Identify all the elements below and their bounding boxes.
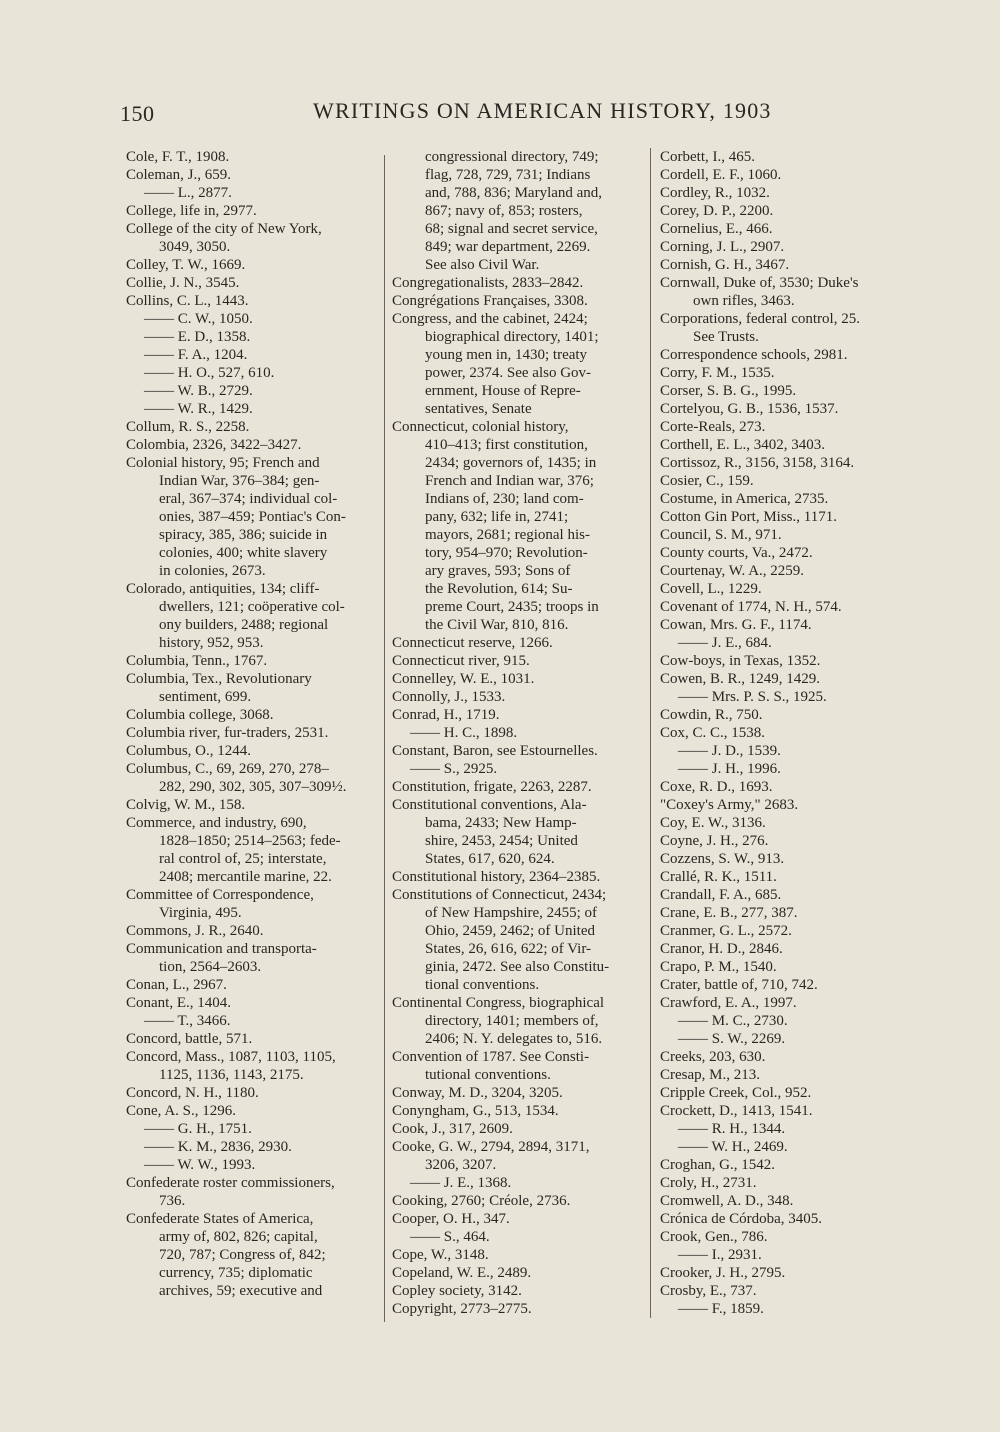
index-entry-continuation: congressional directory, 749; — [425, 149, 599, 165]
index-entry-continuation: 2434; governors of, 1435; in — [425, 455, 597, 471]
index-subentry: —— W. B., 2729. — [144, 383, 253, 399]
index-entry: Corey, D. P., 2200. — [660, 203, 774, 219]
index-entry: Communication and transporta- — [126, 941, 317, 957]
index-entry: Congress, and the cabinet, 2424; — [392, 311, 588, 327]
index-entry: Conway, M. D., 3204, 3205. — [392, 1085, 563, 1101]
index-entry: Cozzens, S. W., 913. — [660, 851, 785, 867]
index-entry-continuation: tutional conventions. — [425, 1067, 551, 1083]
column-divider — [384, 155, 385, 1322]
index-entry: Creeks, 203, 630. — [660, 1049, 766, 1065]
index-entry: Commons, J. R., 2640. — [126, 923, 264, 939]
index-entry: Crook, Gen., 786. — [660, 1229, 768, 1245]
index-entry: Copley society, 3142. — [392, 1283, 522, 1299]
index-entry: Crandall, F. A., 685. — [660, 887, 782, 903]
index-entry-continuation: own rifles, 3463. — [693, 293, 795, 309]
index-subentry: —— H. C., 1898. — [410, 725, 518, 741]
index-entry: Colonial history, 95; French and — [126, 455, 320, 471]
index-entry-continuation: tory, 954–970; Revolution- — [425, 545, 588, 561]
index-entry: Connecticut river, 915. — [392, 653, 530, 669]
index-entry-continuation: Virginia, 495. — [159, 905, 242, 921]
index-entry: Covenant of 1774, N. H., 574. — [660, 599, 842, 615]
index-entry-continuation: currency, 735; diplomatic — [159, 1265, 313, 1281]
index-entry-continuation: States, 26, 616, 622; of Vir- — [425, 941, 592, 957]
index-entry: Cowan, Mrs. G. F., 1174. — [660, 617, 812, 633]
index-entry: Cooking, 2760; Créole, 2736. — [392, 1193, 571, 1209]
index-entry-continuation: dwellers, 121; coöperative col- — [159, 599, 345, 615]
index-entry-continuation: 1828–1850; 2514–2563; fede- — [159, 833, 341, 849]
index-subentry: —— C. W., 1050. — [144, 311, 253, 327]
index-entry: Connolly, J., 1533. — [392, 689, 506, 705]
index-entry-continuation: 1125, 1136, 1143, 2175. — [159, 1067, 304, 1083]
index-entry-continuation: sentatives, Senate — [425, 401, 532, 417]
index-entry: Cornwall, Duke of, 3530; Duke's — [660, 275, 859, 291]
index-entry: Columbus, O., 1244. — [126, 743, 252, 759]
index-entry: Crapo, P. M., 1540. — [660, 959, 777, 975]
index-entry: Corry, F. M., 1535. — [660, 365, 775, 381]
index-entry-continuation: French and Indian war, 376; — [425, 473, 594, 489]
index-entry: Copeland, W. E., 2489. — [392, 1265, 532, 1281]
index-entry: Constant, Baron, see Estournelles. — [392, 743, 598, 759]
index-entry-continuation: 68; signal and secret service, — [425, 221, 598, 237]
index-entry: Cripple Creek, Col., 952. — [660, 1085, 812, 1101]
index-entry-continuation: ral control of, 25; interstate, — [159, 851, 327, 867]
index-entry-continuation: Ohio, 2459, 2462; of United — [425, 923, 595, 939]
index-entry: Corbett, I., 465. — [660, 149, 755, 165]
index-entry-continuation: directory, 1401; members of, — [425, 1013, 599, 1029]
page-number: 150 — [120, 101, 155, 126]
index-entry: Columbus, C., 69, 269, 270, 278– — [126, 761, 329, 777]
index-entry-continuation: 736. — [159, 1193, 186, 1209]
index-entry-continuation: army of, 802, 826; capital, — [159, 1229, 318, 1245]
index-entry-continuation: onies, 387–459; Pontiac's Con- — [159, 509, 346, 525]
index-entry: Connelley, W. E., 1031. — [392, 671, 535, 687]
index-entry: Cone, A. S., 1296. — [126, 1103, 237, 1119]
index-entry: Constitutions of Connecticut, 2434; — [392, 887, 607, 903]
index-entry-continuation: colonies, 400; white slavery — [159, 545, 328, 561]
index-subentry: —— S., 464. — [410, 1229, 490, 1245]
index-subentry: —— J. H., 1996. — [678, 761, 781, 777]
index-entry: Columbia, Tex., Revolutionary — [126, 671, 312, 687]
index-entry-continuation: 867; navy of, 853; rosters, — [425, 203, 583, 219]
index-entry: Cosier, C., 159. — [660, 473, 754, 489]
index-entry-continuation: Indians of, 230; land com- — [425, 491, 584, 507]
index-entry-continuation: young men in, 1430; treaty — [425, 347, 588, 363]
index-entry: Colorado, antiquities, 134; cliff- — [126, 581, 320, 597]
index-subentry: —— L., 2877. — [144, 185, 232, 201]
index-entry-continuation: power, 2374. See also Gov- — [425, 365, 592, 381]
index-entry-continuation: history, 952, 953. — [159, 635, 264, 651]
index-entry: Cowdin, R., 750. — [660, 707, 763, 723]
index-entry-continuation: ginia, 2472. See also Constitu- — [425, 959, 610, 975]
index-entry: Cromwell, A. D., 348. — [660, 1193, 794, 1209]
index-entry: Cowen, B. R., 1249, 1429. — [660, 671, 821, 687]
index-subentry: —— Mrs. P. S. S., 1925. — [678, 689, 827, 705]
index-entry: Crosby, E., 737. — [660, 1283, 757, 1299]
index-entry: Corthell, E. L., 3402, 3403. — [660, 437, 825, 453]
index-subentry: —— F. A., 1204. — [144, 347, 248, 363]
index-subentry: —— J. D., 1539. — [678, 743, 781, 759]
index-entry: Crockett, D., 1413, 1541. — [660, 1103, 813, 1119]
index-entry: Confederate roster commissioners, — [126, 1175, 335, 1191]
index-entry: Collie, J. N., 3545. — [126, 275, 240, 291]
index-entry: Constitution, frigate, 2263, 2287. — [392, 779, 592, 795]
index-entry: Croly, H., 2731. — [660, 1175, 757, 1191]
index-entry: College, life in, 2977. — [126, 203, 257, 219]
index-entry: Corser, S. B. G., 1995. — [660, 383, 797, 399]
index-entry: Columbia college, 3068. — [126, 707, 274, 723]
index-entry-continuation: bama, 2433; New Hamp- — [425, 815, 577, 831]
index-entry-continuation: 849; war department, 2269. — [425, 239, 591, 255]
index-entry: Colvig, W. M., 158. — [126, 797, 246, 813]
index-entry: Committee of Correspondence, — [126, 887, 314, 903]
index-entry: Cortelyou, G. B., 1536, 1537. — [660, 401, 839, 417]
index-entry: "Coxey's Army," 2683. — [660, 797, 799, 813]
index-subentry: —— W. R., 1429. — [144, 401, 253, 417]
index-entry: Constitutional conventions, Ala- — [392, 797, 587, 813]
running-title: WRITINGS ON AMERICAN HISTORY, 1903 — [313, 98, 772, 123]
index-subentry: —— S., 2925. — [410, 761, 498, 777]
index-entry-continuation: ary graves, 593; Sons of — [425, 563, 571, 579]
index-entry: Courtenay, W. A., 2259. — [660, 563, 805, 579]
index-entry: Costume, in America, 2735. — [660, 491, 829, 507]
index-entry: Concord, N. H., 1180. — [126, 1085, 259, 1101]
index-subentry: —— T., 3466. — [144, 1013, 231, 1029]
index-subentry: —— S. W., 2269. — [678, 1031, 786, 1047]
index-entry-continuation: eral, 367–374; individual col- — [159, 491, 338, 507]
column-divider — [650, 148, 651, 1318]
index-subentry: —— G. H., 1751. — [144, 1121, 252, 1137]
index-entry-continuation: mayors, 2681; regional his- — [425, 527, 590, 543]
index-entry: Convention of 1787. See Consti- — [392, 1049, 590, 1065]
index-subentry: —— R. H., 1344. — [678, 1121, 786, 1137]
index-entry-continuation: spiracy, 385, 386; suicide in — [159, 527, 328, 543]
index-entry-continuation: 3049, 3050. — [159, 239, 231, 255]
index-entry: Cortissoz, R., 3156, 3158, 3164. — [660, 455, 855, 471]
index-entry: Cornelius, E., 466. — [660, 221, 773, 237]
index-entry-continuation: See also Civil War. — [425, 257, 540, 273]
index-entry-continuation: pany, 632; life in, 2741; — [425, 509, 569, 525]
index-entry: Conyngham, G., 513, 1534. — [392, 1103, 559, 1119]
index-entry: Columbia river, fur-traders, 2531. — [126, 725, 329, 741]
index-entry: Congregationalists, 2833–2842. — [392, 275, 584, 291]
index-entry: Connecticut, colonial history, — [392, 419, 569, 435]
index-subentry: —— F., 1859. — [678, 1301, 764, 1317]
index-entry-continuation: 720, 787; Congress of, 842; — [159, 1247, 326, 1263]
index-subentry: —— M. C., 2730. — [678, 1013, 788, 1029]
index-subentry: —— E. D., 1358. — [144, 329, 251, 345]
index-entry: Colley, T. W., 1669. — [126, 257, 246, 273]
index-entry: Cooke, G. W., 2794, 2894, 3171, — [392, 1139, 590, 1155]
index-entry: Cooper, O. H., 347. — [392, 1211, 510, 1227]
index-entry-continuation: See Trusts. — [693, 329, 759, 345]
index-entry: Conrad, H., 1719. — [392, 707, 500, 723]
index-entry-continuation: tional conventions. — [425, 977, 540, 993]
index-entry: Cole, F. T., 1908. — [126, 149, 230, 165]
index-entry: Crooker, J. H., 2795. — [660, 1265, 786, 1281]
index-entry-continuation: ony builders, 2488; regional — [159, 617, 329, 633]
index-entry: Crane, E. B., 277, 387. — [660, 905, 798, 921]
index-entry-continuation: States, 617, 620, 624. — [425, 851, 555, 867]
index-entry: Continental Congress, biographical — [392, 995, 605, 1011]
index-entry: Concord, battle, 571. — [126, 1031, 253, 1047]
index-entry-continuation: in colonies, 2673. — [159, 563, 266, 579]
index-entry-continuation: flag, 728, 729, 731; Indians — [425, 167, 591, 183]
index-subentry: —— I., 2931. — [678, 1247, 762, 1263]
index-column-2 — [392, 148, 646, 1318]
index-entry: Cranmer, G. L., 2572. — [660, 923, 792, 939]
index-entry-continuation: ernment, House of Repre- — [425, 383, 581, 399]
index-entry: Coy, E. W., 3136. — [660, 815, 766, 831]
index-entry: Correspondence schools, 2981. — [660, 347, 848, 363]
index-entry-continuation: of New Hampshire, 2455; of — [425, 905, 598, 921]
index-entry: Corporations, federal control, 25. — [660, 311, 860, 327]
index-entry: College of the city of New York, — [126, 221, 322, 237]
index-entry: Crawford, E. A., 1997. — [660, 995, 797, 1011]
index-entry: Conant, E., 1404. — [126, 995, 231, 1011]
index-entry: Crater, battle of, 710, 742. — [660, 977, 818, 993]
index-entry: Cotton Gin Port, Miss., 1171. — [660, 509, 837, 525]
index-entry: Congrégations Françaises, 3308. — [392, 293, 588, 309]
index-entry: Cresap, M., 213. — [660, 1067, 760, 1083]
index-entry-continuation: and, 788, 836; Maryland and, — [425, 185, 603, 201]
index-entry: Corning, J. L., 2907. — [660, 239, 785, 255]
index-subentry: —— H. O., 527, 610. — [144, 365, 275, 381]
index-subentry: —— W. W., 1993. — [144, 1157, 256, 1173]
index-entry: Colombia, 2326, 3422–3427. — [126, 437, 302, 453]
index-entry: Covell, L., 1229. — [660, 581, 762, 597]
index-entry-continuation: 282, 290, 302, 305, 307–309½. — [159, 779, 347, 795]
index-column-1 — [126, 148, 380, 1300]
index-entry: Council, S. M., 971. — [660, 527, 782, 543]
index-entry-continuation: 2408; mercantile marine, 22. — [159, 869, 332, 885]
index-entry: Cornish, G. H., 3467. — [660, 257, 790, 273]
index-entry-continuation: the Civil War, 810, 816. — [425, 617, 569, 633]
index-entry: Coleman, J., 659. — [126, 167, 231, 183]
index-entry: Copyright, 2773–2775. — [392, 1301, 532, 1317]
index-entry: Conan, L., 2967. — [126, 977, 227, 993]
index-entry: Coxe, R. D., 1693. — [660, 779, 773, 795]
index-entry: Concord, Mass., 1087, 1103, 1105, — [126, 1049, 336, 1065]
index-subentry: —— J. E., 684. — [678, 635, 772, 651]
index-entry: Coyne, J. H., 276. — [660, 833, 769, 849]
index-entry-continuation: tion, 2564–2603. — [159, 959, 262, 975]
index-entry-continuation: 410–413; first constitution, — [425, 437, 588, 453]
index-entry: Cox, C. C., 1538. — [660, 725, 766, 741]
index-entry: Corte-Reals, 273. — [660, 419, 766, 435]
index-entry: Connecticut reserve, 1266. — [392, 635, 553, 651]
index-entry-continuation: shire, 2453, 2454; United — [425, 833, 578, 849]
index-entry: Collins, C. L., 1443. — [126, 293, 249, 309]
index-entry: Croghan, G., 1542. — [660, 1157, 775, 1173]
index-entry-continuation: 2406; N. Y. delegates to, 516. — [425, 1031, 603, 1047]
index-entry: Commerce, and industry, 690, — [126, 815, 307, 831]
index-entry: Columbia, Tenn., 1767. — [126, 653, 268, 669]
index-entry: Cook, J., 317, 2609. — [392, 1121, 513, 1137]
index-entry: County courts, Va., 2472. — [660, 545, 813, 561]
index-entry-continuation: sentiment, 699. — [159, 689, 252, 705]
index-entry: Crónica de Córdoba, 3405. — [660, 1211, 823, 1227]
index-subentry: —— K. M., 2836, 2930. — [144, 1139, 292, 1155]
index-subentry: —— W. H., 2469. — [678, 1139, 788, 1155]
index-subentry: —— J. E., 1368. — [410, 1175, 512, 1191]
index-entry-continuation: archives, 59; executive and — [159, 1283, 323, 1299]
index-entry-continuation: the Revolution, 614; Su- — [425, 581, 573, 597]
index-entry: Cordley, R., 1032. — [660, 185, 770, 201]
index-entry: Cranor, H. D., 2846. — [660, 941, 783, 957]
index-entry-continuation: 3206, 3207. — [425, 1157, 497, 1173]
index-entry: Crallé, R. K., 1511. — [660, 869, 777, 885]
index-entry: Cordell, E. F., 1060. — [660, 167, 782, 183]
index-entry-continuation: biographical directory, 1401; — [425, 329, 599, 345]
index-column-3 — [660, 148, 910, 1318]
index-entry: Constitutional history, 2364–2385. — [392, 869, 601, 885]
index-entry: Cope, W., 3148. — [392, 1247, 489, 1263]
index-entry-continuation: Indian War, 376–384; gen- — [159, 473, 320, 489]
index-entry: Collum, R. S., 2258. — [126, 419, 250, 435]
index-entry: Cow-boys, in Texas, 1352. — [660, 653, 821, 669]
index-entry: Confederate States of America, — [126, 1211, 314, 1227]
index-entry-continuation: preme Court, 2435; troops in — [425, 599, 599, 615]
